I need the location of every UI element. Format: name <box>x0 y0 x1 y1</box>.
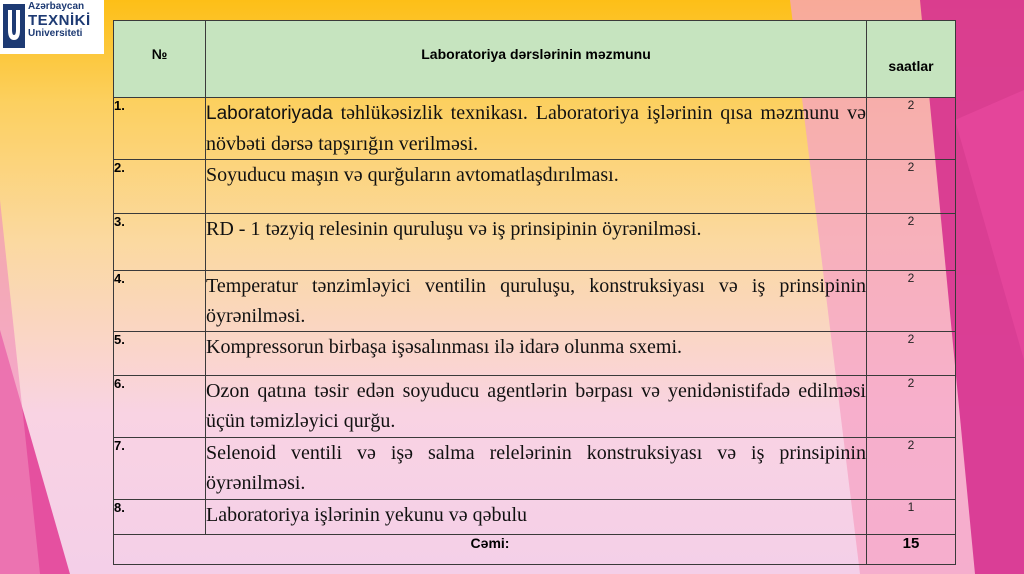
row-topic: Laboratoriya işlərinin yekunu və qəbulu <box>206 500 867 535</box>
row-number: 6. <box>114 376 206 438</box>
total-label: Cəmi: <box>114 535 867 565</box>
table-row <box>114 214 956 271</box>
header-content: Laboratoriya dərslərinin məzmunu <box>206 21 867 98</box>
row-topic: Soyuducu maşın və qurğuların avtomatlaşdırılması. <box>206 160 867 214</box>
row-number: 7. <box>114 438 206 500</box>
row-number: 8. <box>114 500 206 535</box>
row-topic: Kompressorun birbaşa işəsalınması ilə idarə olunma sxemi. <box>206 332 867 376</box>
row-topic: Selenoid ventili və işə salma relelərinin konstruksiyası və iş prinsipinin öyrənilməsi. <box>206 438 867 500</box>
lab-lessons-table <box>113 20 956 565</box>
row-hours: 2 <box>867 438 956 500</box>
university-emblem-icon <box>3 4 25 48</box>
table-row <box>114 376 956 438</box>
row-hours: 2 <box>867 98 956 160</box>
row-topic <box>206 98 867 160</box>
row-hours: 2 <box>867 214 956 271</box>
table-row <box>114 271 956 332</box>
left-pink-wedge <box>0 200 40 574</box>
row-number: 1. <box>114 98 206 160</box>
header-number: № <box>114 21 206 98</box>
row-topic-rest: təhlükəsizlik texnikası. Laboratoriya işlərinin qısa məzmunu və növbəti dərsə tapşırığın verilməsi. <box>206 102 866 155</box>
logo-line-3: Universiteti <box>28 28 83 39</box>
row-number: 5. <box>114 332 206 376</box>
row-topic-lead: Laboratoriyada <box>206 103 333 124</box>
row-number: 3. <box>114 214 206 271</box>
row-hours: 2 <box>867 332 956 376</box>
row-topic: RD - 1 təzyiq relesinin quruluşu və iş prinsipinin öyrənilməsi. <box>206 214 867 271</box>
table-row <box>114 332 956 376</box>
row-hours: 2 <box>867 376 956 438</box>
row-topic: Temperatur tənzimləyici ventilin quruluşu, konstruksiyası və iş prinsipinin öyrənilməsi. <box>206 271 867 332</box>
row-hours: 2 <box>867 271 956 332</box>
row-number: 4. <box>114 271 206 332</box>
table-total-row <box>114 535 956 565</box>
header-hours: saatlar <box>867 21 956 98</box>
total-value: 15 <box>867 535 956 565</box>
table-row <box>114 160 956 214</box>
table-row <box>114 98 956 160</box>
table-header-row <box>114 21 956 98</box>
table-row <box>114 438 956 500</box>
row-topic: Ozon qatına təsir edən soyuducu agentlərin bərpası və yenidənistifadə edilməsi üçün təmizləyici qurğu. <box>206 376 867 438</box>
logo-line-1: Azərbaycan <box>28 1 85 12</box>
table-row <box>114 500 956 535</box>
logo-line-2: TEXNİKİ <box>28 12 91 29</box>
row-hours: 1 <box>867 500 956 535</box>
row-hours: 2 <box>867 160 956 214</box>
university-logo <box>0 0 104 54</box>
row-number: 2. <box>114 160 206 214</box>
